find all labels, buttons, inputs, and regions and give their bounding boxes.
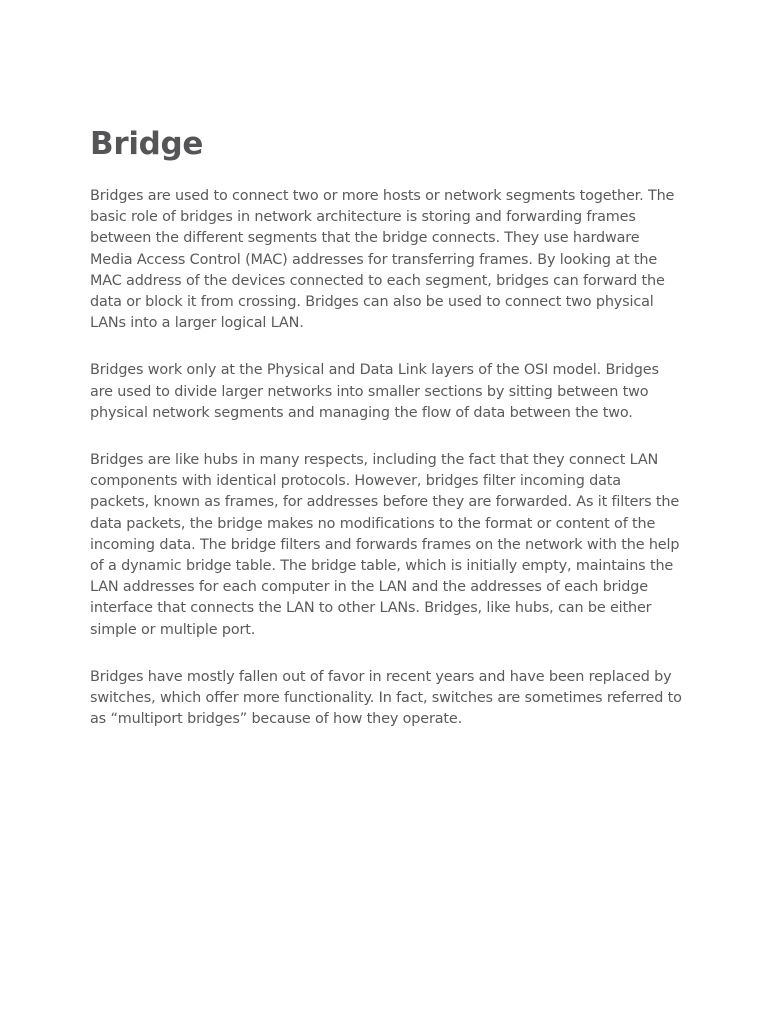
paragraph-intro: Bridges are used to connect two or more hosts or network segments together. The basic role of bridges in network architecture is storing and forwarding frames between the different segments that the bridge connects. They use hardware Media Access Control (MAC) addresses for transferring frames. By looking at the MAC address of the devices connected to each segment, bridges can forward the data or block it from crossing. Bridges can also be used to connect two physical LANs into a larger logical LAN.	[90, 188, 675, 332]
paragraph-switches: Bridges have mostly fallen out of favor in recent years and have been replaced by switches, which offer more functionality. In fact, switches are sometimes referred to as “multiport bridges” because of how they operate.	[90, 668, 682, 728]
paragraph-hubs-comparison: Bridges are like hubs in many respects, including the fact that they connect LAN components with identical protocols. However, bridges filter incoming data packets, known as frames, for addresses before they are forwarded. As it filters the data packets, the bridge makes no modifications to the format or content of the incoming data. The bridge filters and forwards frames on the network with the help of a dynamic bridge table. The bridge table, which is initially empty, maintains the LAN addresses for each computer in the LAN and the addresses of each bridge interface that connects the LAN to other LANs. Bridges, like hubs, can be either simple or multiple port.	[90, 452, 680, 638]
page-title: Bridge	[90, 126, 204, 162]
paragraph-osi-layers: Bridges work only at the Physical and Data Link layers of the OSI model. Bridges are used to divide larger networks into smaller sections by sitting between two physical network segments and managing the flow of data between the two.	[90, 362, 659, 421]
document-body	[90, 124, 684, 756]
